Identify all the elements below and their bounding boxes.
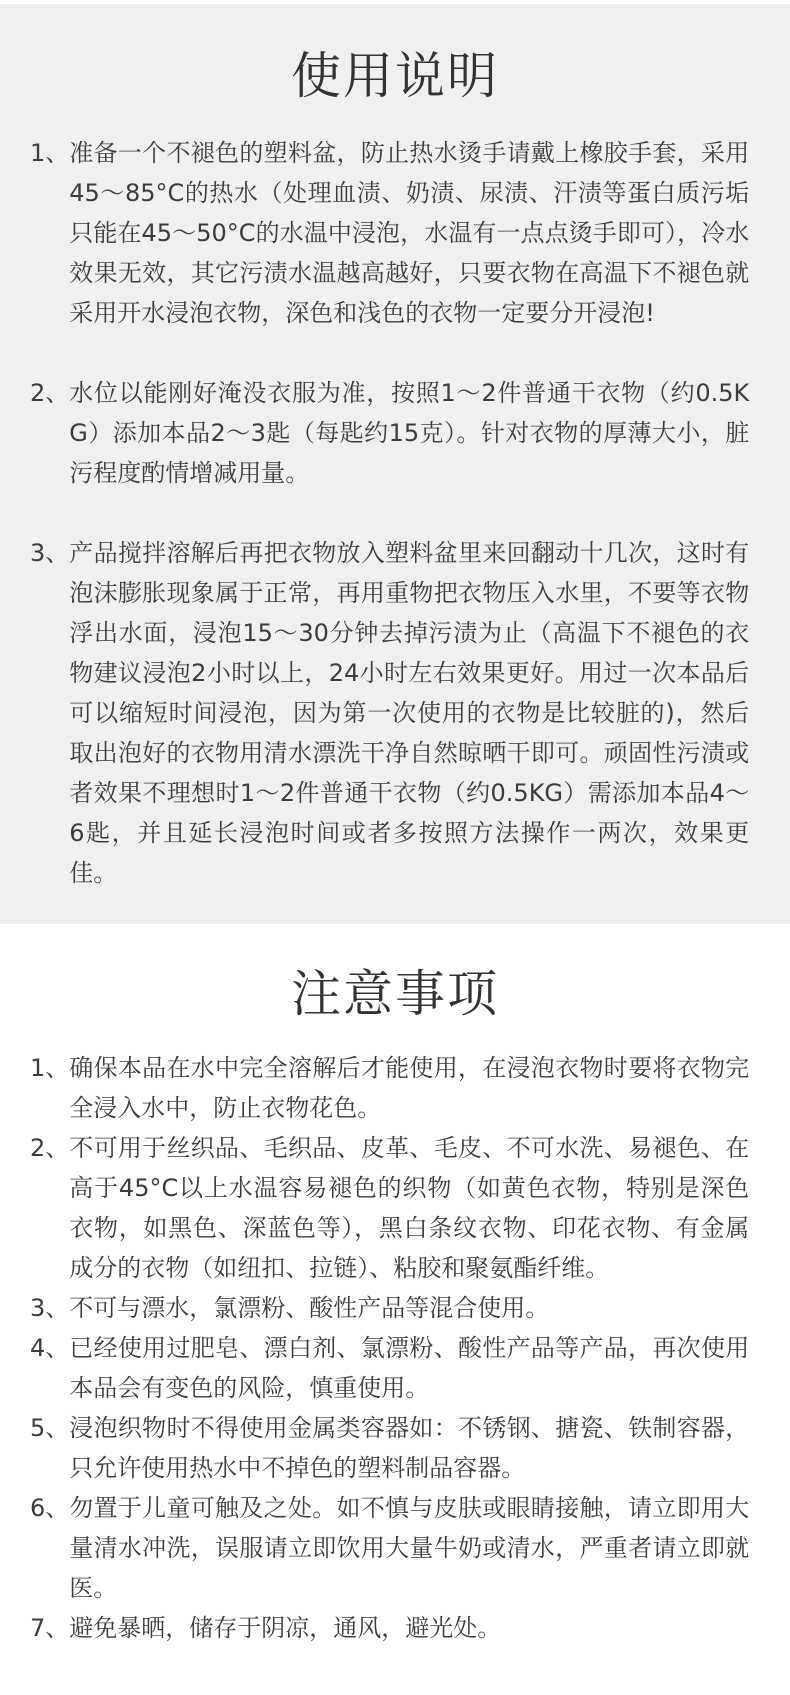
precaution-item-2 xyxy=(30,1128,790,1288)
precaution-item-text: 不可与漂水，氯漂粉、酸性产品等混合使用。 xyxy=(69,1294,550,1322)
precaution-item-number: 6、 xyxy=(30,1494,70,1522)
precaution-item-text: 浸泡织物时不得使用金属类容器如：不锈钢、搪瓷、铁制容器，只允许使用热水中不掉色的塑料制品容器。 xyxy=(69,1414,750,1482)
precaution-item-text: 避免暴晒，储存于阴凉，通风，避光处。 xyxy=(69,1614,502,1642)
precaution-item-number: 4、 xyxy=(30,1334,70,1362)
usage-item-1 xyxy=(30,133,790,333)
usage-item-text: 产品搅拌溶解后再把衣物放入塑料盆里来回翻动十几次，这时有泡沫膨胀现象属于正常，再用重物把衣物压入水里，不要等衣物浮出水面，浸泡15～30分钟去掉污渍为止（高温下不褪色的衣物建议浸泡2小时以上，24小时左右效果更好。用过一次本品后可以缩短时间浸泡，因为第一次使用的衣物是比较脏的)，然后取出泡好的衣物用清水漂洗干净自然晾晒干即可。顽固性污渍或者效果不理想时1～2件普通干衣物（约0.5KG）需添加本品4～6匙，并且延长浸泡时间或者多按照方法操作一两次，效果更佳。 xyxy=(69,539,750,887)
precaution-item-text: 不可用于丝织品、毛织品、皮革、毛皮、不可水洗、易褪色、在高于45°C以上水温容易褪色的织物（如黄色衣物，特别是深色衣物，如黑色、深蓝色等），黑白条纹衣物、印花衣物、有金属成分的衣物（如纽扣、拉链）、粘胶和聚氨酯纤维。 xyxy=(69,1134,750,1282)
precaution-item-number: 3、 xyxy=(30,1294,70,1322)
precautions-list xyxy=(30,1048,790,1648)
precaution-item-1 xyxy=(30,1048,790,1128)
precaution-item-number: 1、 xyxy=(30,1054,70,1082)
usage-title: 使用说明 xyxy=(291,47,499,105)
usage-item-number: 2、 xyxy=(30,379,70,407)
precaution-item-number: 7、 xyxy=(30,1614,70,1642)
usage-item-number: 3、 xyxy=(30,539,70,567)
precaution-item-text: 已经使用过肥皂、漂白剂、氯漂粉、酸性产品等产品，再次使用本品会有变色的风险，慎重使用。 xyxy=(69,1334,750,1402)
usage-item-number: 1、 xyxy=(30,139,70,167)
precaution-item-text: 勿置于儿童可触及之处。如不慎与皮肤或眼睛接触，请立即用大量清水冲洗，误服请立即饮用大量牛奶或清水，严重者请立即就医。 xyxy=(69,1494,750,1602)
precautions-title: 注意事项 xyxy=(291,965,499,1023)
usage-list xyxy=(30,133,790,933)
precaution-item-6 xyxy=(30,1488,790,1608)
precaution-item-number: 5、 xyxy=(30,1414,70,1442)
usage-item-2 xyxy=(30,373,790,493)
usage-instructions-section xyxy=(0,4,790,924)
usage-item-3 xyxy=(30,533,790,893)
precaution-item-5 xyxy=(30,1408,790,1488)
precaution-item-number: 2、 xyxy=(30,1134,70,1162)
precaution-item-4 xyxy=(30,1328,790,1408)
usage-item-text: 水位以能刚好淹没衣服为准，按照1～2件普通干衣物（约0.5KG）添加本品2～3匙（每匙约15克）。针对衣物的厚薄大小，脏污程度酌情增减用量。 xyxy=(69,379,750,487)
precaution-item-3 xyxy=(30,1288,790,1328)
precaution-item-7 xyxy=(30,1608,790,1648)
usage-item-text: 准备一个不褪色的塑料盆，防止热水烫手请戴上橡胶手套，采用45～85°C的热水（处理血渍、奶渍、尿渍、汗渍等蛋白质污垢只能在45～50°C的水温中浸泡，水温有一点点烫手即可），冷水效果无效，其它污渍水温越高越好，只要衣物在高温下不褪色就采用开水浸泡衣物，深色和浅色的衣物一定要分开浸泡! xyxy=(69,139,750,327)
precautions-section xyxy=(0,924,790,1695)
precaution-item-text: 确保本品在水中完全溶解后才能使用，在浸泡衣物时要将衣物完全浸入水中，防止衣物花色。 xyxy=(69,1054,750,1122)
